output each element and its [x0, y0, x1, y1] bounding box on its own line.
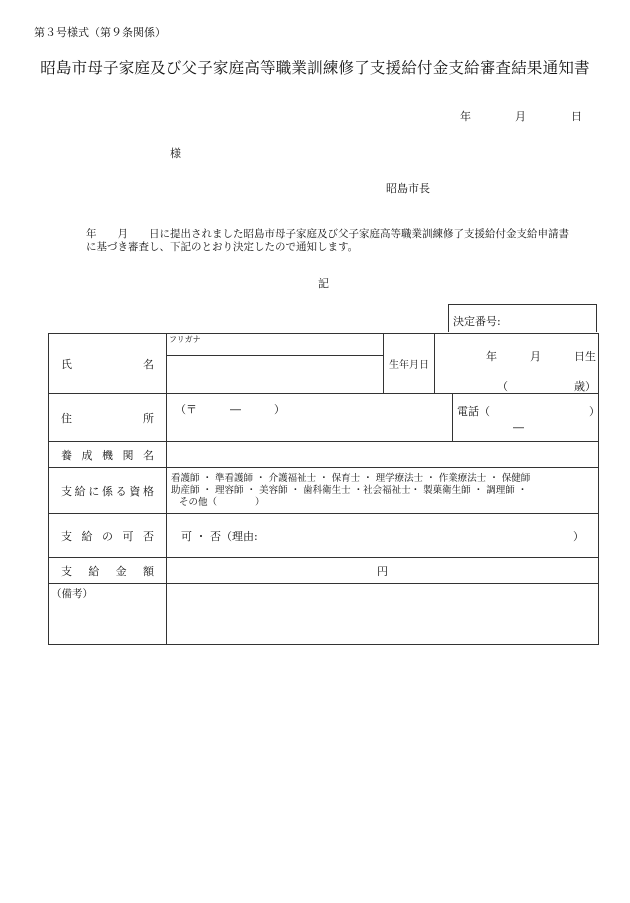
decision-number-box	[448, 304, 597, 332]
address-cell[interactable]	[167, 394, 453, 442]
name-input-cell[interactable]	[167, 356, 384, 394]
qualification-line-1: 看護師 ・ 準看護師 ・ 介護福祉士 ・ 保育士 ・ 理学療法士 ・ 作業療法士 ・ 保健師	[171, 472, 531, 484]
amount-unit: 円	[377, 564, 388, 578]
phone-cell[interactable]	[453, 394, 599, 442]
notice-line-1: 年 月 日に提出されました昭島市母子家庭及び父子家庭高等職業訓練修了支援給付金支給申請書	[86, 228, 569, 240]
form-number: 第３号様式（第９条関係）	[34, 26, 166, 39]
birth-date-cell[interactable]	[435, 334, 599, 394]
furigana-cell[interactable]: フリガナ	[167, 334, 384, 356]
amount-cell[interactable]	[167, 558, 599, 584]
approval-label-cell: 支給の可否	[49, 514, 167, 558]
qualification-other: その他（ ）	[179, 496, 265, 508]
notice-body	[86, 228, 569, 254]
date-month: 月	[515, 110, 526, 123]
document-title: 昭島市母子家庭及び父子家庭高等職業訓練修了支援給付金支給審査結果通知書	[40, 59, 590, 77]
amount-label-cell: 支給金額	[49, 558, 167, 584]
ki-heading: 記	[318, 277, 329, 290]
name-label-cell: 氏名	[49, 334, 167, 394]
addressee-honorific: 様	[170, 147, 181, 160]
phone-dash: ―	[513, 421, 524, 434]
institution-label-cell: 養成機関名	[49, 442, 167, 468]
phone-label: 電話（ ）	[457, 405, 600, 418]
date-day: 日	[571, 110, 582, 123]
qualification-label-cell: 支給に係る資格	[49, 468, 167, 514]
birth-ymd: 年 月 日生	[486, 350, 596, 363]
birth-age: （ 歳）	[497, 380, 596, 393]
approval-value: 可 ・ 否（理由:	[181, 530, 258, 543]
remarks-cell[interactable]	[167, 584, 599, 645]
approval-close: ）	[573, 530, 584, 543]
remarks-label-cell: （備考）	[49, 584, 167, 645]
notice-line-2: に基づき審査し、下記のとおり決定したので通知します。	[86, 241, 359, 253]
institution-cell[interactable]	[167, 442, 599, 468]
date-year: 年	[460, 110, 471, 123]
address-label-cell: 住所	[49, 394, 167, 442]
notice-table	[48, 333, 599, 645]
qualification-cell[interactable]	[167, 468, 599, 514]
qualification-line-2: 助産師 ・ 理容師 ・ 美容師 ・ 歯科衛生士 ・社会福祉士・ 製菓衛生師 ・ 調理師 ・	[171, 484, 528, 496]
postal-code: （〒 ― ）	[175, 403, 285, 416]
decision-number-label: 決定番号:	[453, 315, 501, 328]
birth-label-cell: 生年月日	[384, 334, 435, 394]
issuer-mayor: 昭島市長	[386, 182, 430, 195]
approval-cell[interactable]	[167, 514, 599, 558]
